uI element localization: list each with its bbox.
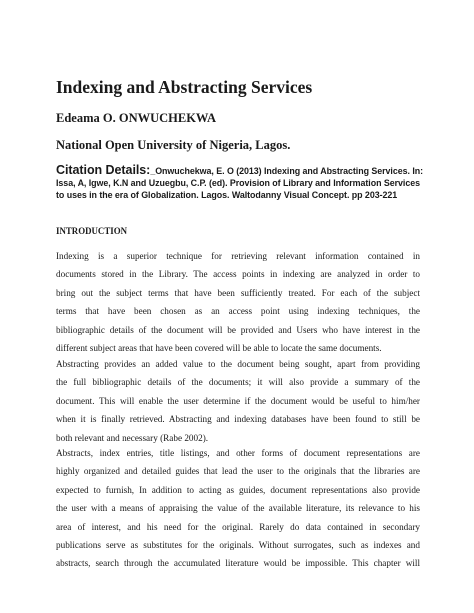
document-title: Indexing and Abstracting Services bbox=[56, 77, 313, 97]
paragraph-line: area of interest, and his need for the original. Rarely do data contained in secondary bbox=[56, 521, 420, 532]
paragraph-line: the user with a means of appraising the value of the available literature, its relevance to his bbox=[56, 503, 420, 514]
paragraph-line: different subject areas that have been covered will be able to locate the same documents. bbox=[56, 342, 382, 353]
paragraph-line: expected to furnish, In addition to acting as guides, document representations also provide bbox=[56, 484, 420, 495]
paragraph-line: both relevant and necessary (Rabe 2002). bbox=[56, 432, 209, 443]
paragraph-line: abstracts, search through the accumulated literature would be impossible. This chapter will bbox=[56, 558, 420, 569]
paragraph-line: documents stored in the Library. The access points in indexing are analyzed in order to bbox=[56, 269, 420, 280]
author-name: Edeama O. ONWUCHEKWA bbox=[56, 111, 217, 125]
paragraph bbox=[56, 247, 420, 357]
paragraph-line: bring out the subject terms that have been sufficiently treated. For each of the subject bbox=[56, 287, 420, 298]
paragraph bbox=[56, 355, 420, 447]
citation-details bbox=[56, 165, 424, 201]
paragraph-line: terms that have been chosen as an access point using indexing techniques, the bbox=[56, 306, 420, 317]
citation-line: Issa, A, Igwe, K.N and Uzuegbu, C.P. (ed). Provision of Library and Information Services bbox=[56, 177, 420, 188]
paragraph-line: publications serve as substitutes for the originals. Without surrogates, such as indexes and bbox=[56, 539, 420, 550]
citation-label: Citation Details: bbox=[56, 163, 151, 177]
citation-text: _Onwuchekwa, E. O (2013) Indexing and Abstracting Services. In: bbox=[150, 166, 424, 176]
paragraph-line: Abstracts, index entries, title listings, and other forms of document representations are bbox=[56, 448, 420, 458]
citation-line: to uses in the era of Globalization. Lagos. Waltodanny Visual Concept. pp 203-221 bbox=[56, 189, 398, 200]
paragraph-line: when it is finally retrieved. Abstracting and indexing databases have been found to still be bbox=[56, 414, 420, 425]
author-affiliation: National Open University of Nigeria, Lagos. bbox=[56, 138, 291, 152]
paragraph-line: Abstracting provides an added value to the document being sought, apart from providing bbox=[56, 359, 420, 369]
section-heading: INTRODUCTION bbox=[56, 226, 128, 236]
paragraph-line: document. This will enable the user determine if the document would be useful to him/her bbox=[56, 395, 420, 406]
paragraph bbox=[56, 444, 420, 573]
paragraph-line: Indexing is a superior technique for retrieving relevant information contained in bbox=[56, 251, 420, 261]
citation-line bbox=[56, 165, 424, 178]
paragraph-line: bibliographic details of the document will be provided and Users who have interest in the bbox=[56, 324, 420, 335]
paragraph-line: highly organized and detailed guides that lead the user to the originals that the libraries are bbox=[56, 466, 420, 477]
paragraph-line: the full bibliographic details of the documents; it will also provide a summary of the bbox=[56, 377, 420, 388]
